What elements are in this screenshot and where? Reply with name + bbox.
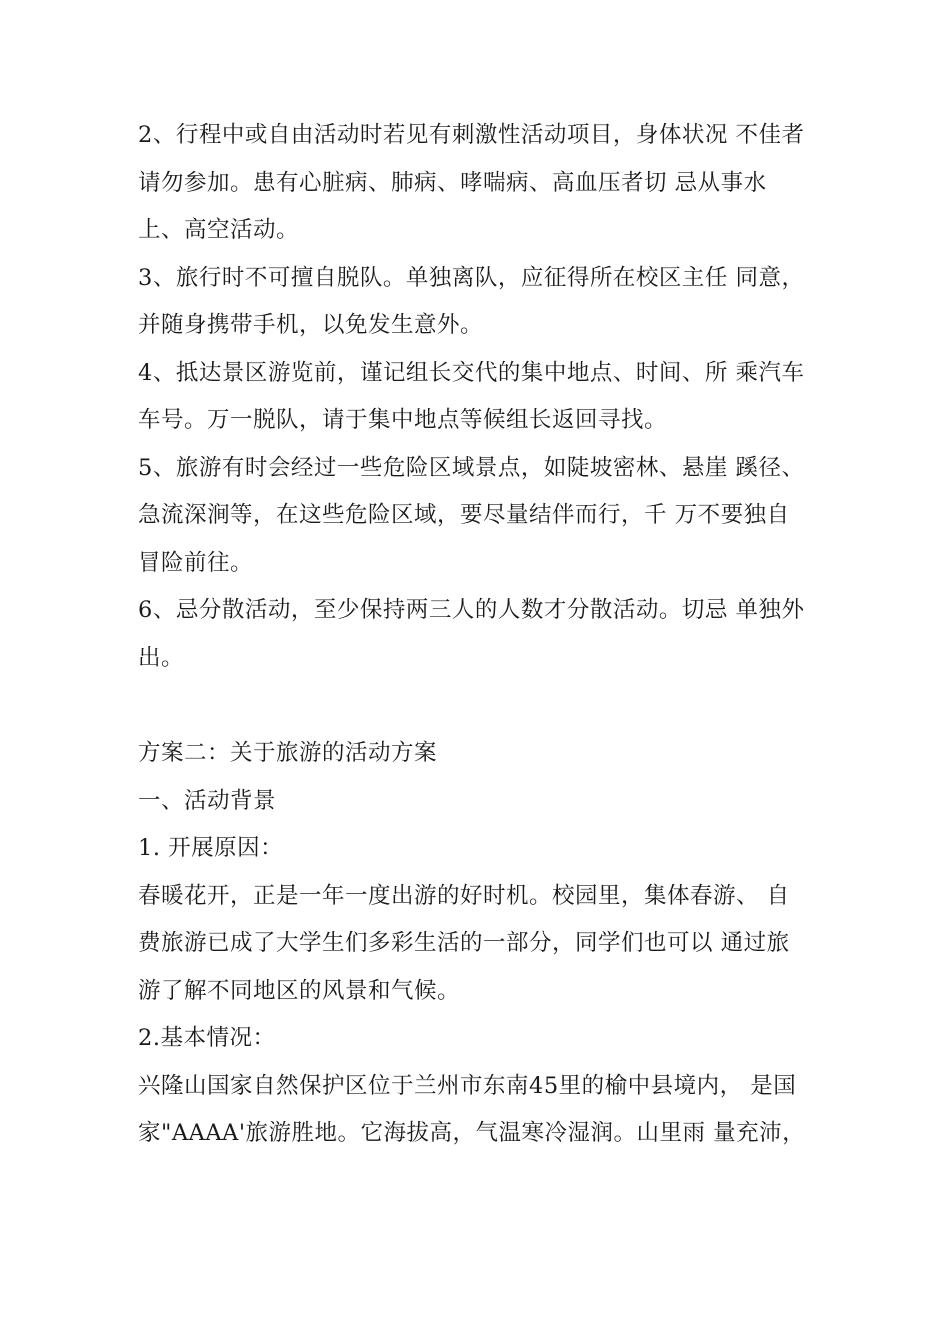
section-title-text: 方案二：关于旅游的活动方案	[138, 740, 438, 766]
section-1-heading	[138, 778, 832, 826]
text-line: 家"AAAA'旅游胜地。它海拔高，气温寒冷湿润。山里雨 量充沛，	[138, 1120, 806, 1146]
text-line: 兴隆山国家自然保护区位于兰州市东南45里的榆中县境内， 是国	[138, 1072, 797, 1099]
text-line: 请勿参加。患有心脏病、肺病、哮喘病、高血压者切 忌从事水	[138, 169, 767, 196]
sub-2-paragraph	[138, 1063, 832, 1158]
rule-item-6	[138, 587, 832, 682]
text-line: 冒险前往。	[138, 549, 254, 576]
text-line: 4、抵达景区游览前，谨记组长交代的集中地点、时间、所 乘汽车	[138, 359, 805, 386]
rule-item-2	[138, 112, 832, 255]
text-line: 费旅游已成了大学生们多彩生活的一部分，同学们也可以 通过旅	[138, 930, 790, 956]
sub-2-heading	[138, 1015, 832, 1063]
rule-item-3	[138, 255, 832, 350]
sub-1-heading	[138, 825, 832, 873]
text-line: 春暖花开，正是一年一度出游的好时机。校园里，集体春游、 自	[138, 882, 790, 909]
rule-item-5	[138, 445, 832, 588]
text-line: 3、旅行时不可擅自脱队。单独离队，应征得所在校区主任 同意，	[138, 264, 805, 291]
text-line: 游了解不同地区的风景和气候。	[138, 977, 461, 1004]
sub-1-paragraph	[138, 873, 832, 1016]
section-title	[138, 730, 832, 778]
text-line: 并随身携带手机，以免发生意外。	[138, 312, 484, 338]
text-line: 车号。万一脱队，请于集中地点等候组长返回寻找。	[138, 407, 668, 433]
rule-item-4	[138, 350, 832, 445]
text-line: 2、行程中或自由活动时若见有刺激性活动项目，身体状况 不佳者	[138, 122, 805, 148]
sub-2-heading-text: 2.基本情况：	[138, 1025, 276, 1051]
sub-1-heading-text: 1. 开展原因：	[138, 835, 284, 861]
text-line: 6、忌分散活动，至少保持两三人的人数才分散活动。切忌 单独外	[138, 597, 805, 623]
text-line: 5、旅游有时会经过一些危险区域景点，如陡坡密林、悬崖 蹊径、	[138, 454, 805, 481]
text-line: 急流深涧等，在这些危险区域，要尽量结伴而行，千 万不要独自	[138, 502, 790, 528]
text-line: 出。	[138, 644, 185, 671]
text-line: 上、高空活动。	[138, 217, 300, 243]
document-page	[138, 112, 832, 1158]
section-1-heading-text: 一、活动背景	[138, 787, 277, 814]
